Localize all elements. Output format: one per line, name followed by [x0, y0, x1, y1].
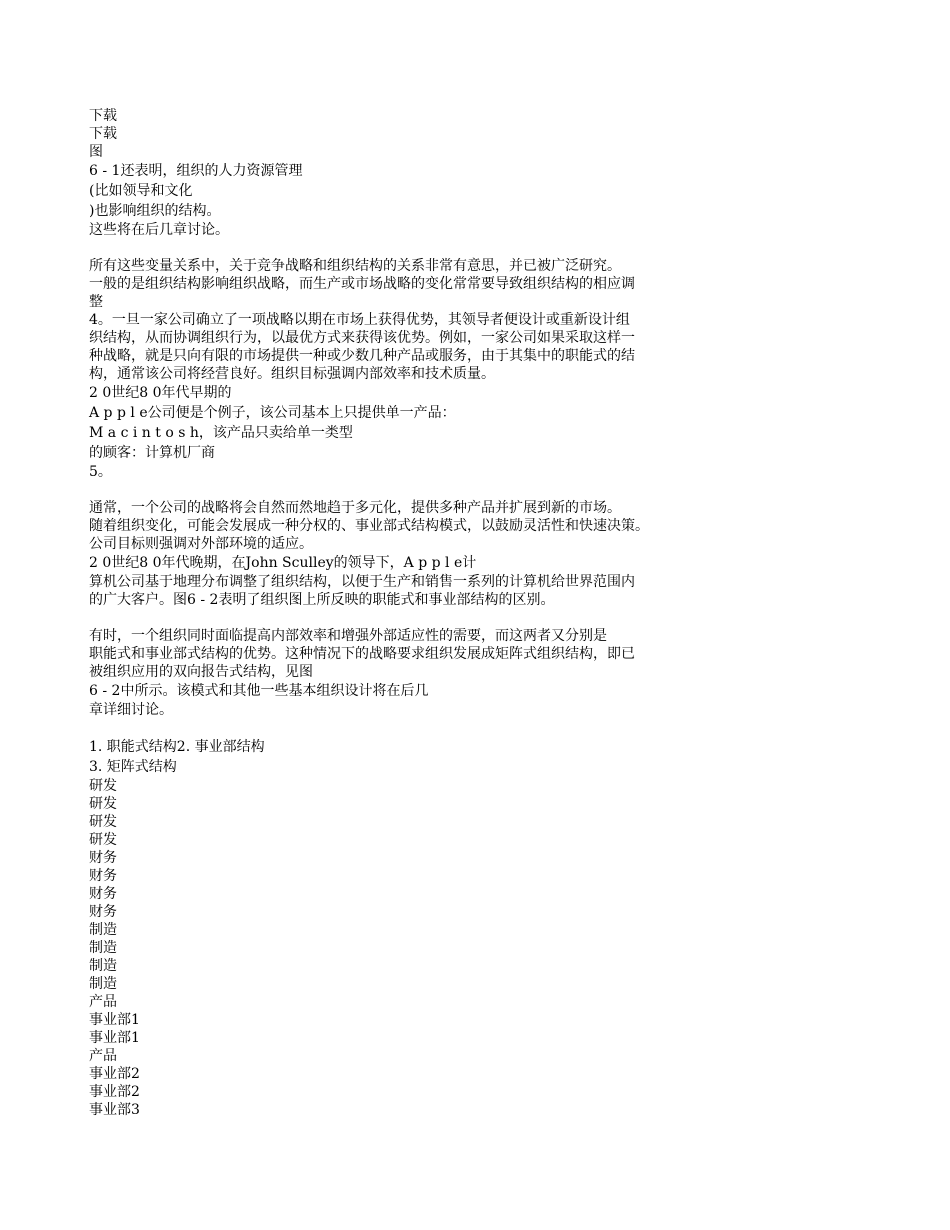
text-line: 图	[89, 144, 103, 160]
figure-label: 产品	[89, 994, 117, 1010]
text-line: 2 0世纪8 0年代晚期，在John Sculley的领导下，A p p l e计	[89, 555, 477, 571]
figure-label: 1. 职能式结构2. 事业部结构	[89, 739, 265, 755]
paragraph-gap	[89, 481, 729, 499]
text-line: )也影响组织的结构。	[89, 203, 221, 219]
text-line: 织结构，从而协调组织行为，以最优方式来获得该优势。例如，一家公司如果采取这样一	[89, 330, 635, 346]
figure-label: 制造	[89, 940, 117, 956]
figure-label: 研发	[89, 814, 117, 830]
paragraph-diversification	[89, 499, 729, 609]
figure-label: 财务	[89, 886, 117, 902]
text-line: 下载	[89, 126, 117, 142]
figure-label: 事业部1	[89, 1030, 140, 1046]
text-line: 所有这些变量关系中，关于竞争战略和组织结构的关系非常有意思，并已被广泛研究。	[89, 258, 621, 274]
text-line: 算机公司基于地理分布调整了组织结构，以便于生产和销售一系列的计算机给世界范围内	[89, 574, 635, 590]
text-line: 公司目标则强调对外部环境的适应。	[89, 536, 313, 552]
figure-label: 事业部3	[89, 1102, 140, 1118]
text-line: 被组织应用的双向报告式结构，见图	[89, 664, 313, 680]
text-line: 种战略，就是只向有限的市场提供一种或少数几种产品或服务，由于其集中的职能式的结	[89, 348, 635, 364]
figure-label: 产品	[89, 1048, 117, 1064]
figure-label: 财务	[89, 904, 117, 920]
text-line: 6 - 2中所示。该模式和其他一些基本组织设计将在后几	[89, 683, 429, 699]
text-line: 的广大客户。图6 - 2表明了组织图上所反映的职能式和事业部结构的区别。	[89, 592, 555, 608]
text-line: 5。	[89, 464, 112, 480]
figure-labels	[89, 737, 729, 1119]
paragraph-gap	[89, 719, 729, 737]
figure-label: 事业部2	[89, 1066, 140, 1082]
figure-label: 制造	[89, 976, 117, 992]
figure-label: 研发	[89, 832, 117, 848]
text-line: (比如领导和文化	[89, 183, 193, 199]
figure-label: 研发	[89, 778, 117, 794]
text-line: 通常，一个公司的战略将会自然而然地趋于多元化，提供多种产品并扩展到新的市场。	[89, 500, 621, 516]
figure-label: 研发	[89, 796, 117, 812]
document-page	[89, 107, 729, 1119]
text-line: 职能式和事业部式结构的优势。这种情况下的战略要求组织发展成矩阵式组织结构，即已	[89, 646, 635, 662]
text-line: 构，通常该公司将经营良好。组织目标强调内部效率和技术质量。	[89, 366, 495, 382]
text-line: 6 - 1还表明，组织的人力资源管理	[89, 163, 303, 179]
text-line: A p p l e公司便是个例子，该公司基本上只提供单一产品：	[89, 405, 456, 421]
paragraph-strategy	[89, 257, 729, 481]
paragraph-gap	[89, 239, 729, 257]
figure-label: 财务	[89, 850, 117, 866]
text-line: 2 0世纪8 0年代早期的	[89, 385, 232, 401]
figure-label: 3. 矩阵式结构	[89, 759, 177, 775]
text-line: 下载	[89, 108, 117, 124]
text-line: 一般的是组织结构影响组织战略，而生产或市场战略的变化常常要导致组织结构的相应调	[89, 276, 635, 292]
text-line: 4。一旦一家公司确立了一项战略以期在市场上获得优势，其领导者便设计或重新设计组	[89, 312, 630, 328]
text-line: 整	[89, 294, 103, 310]
figure-label: 财务	[89, 868, 117, 884]
paragraph-matrix	[89, 627, 729, 719]
figure-label: 事业部1	[89, 1012, 140, 1028]
paragraph-intro	[89, 107, 729, 239]
text-line: 的顾客：计算机厂商	[89, 445, 215, 461]
figure-label: 制造	[89, 922, 117, 938]
figure-label: 制造	[89, 958, 117, 974]
text-line: 章详细讨论。	[89, 702, 173, 718]
figure-label: 事业部2	[89, 1084, 140, 1100]
text-line: 随着组织变化，可能会发展成一种分权的、事业部式结构模式，以鼓励灵活性和快速决策。	[89, 518, 649, 534]
paragraph-gap	[89, 609, 729, 627]
text-line: 这些将在后几章讨论。	[89, 222, 229, 238]
text-line: 有时，一个组织同时面临提高内部效率和增强外部适应性的需要，而这两者又分别是	[89, 628, 607, 644]
text-line: M a c i n t o s h，该产品只卖给单一类型	[89, 425, 353, 441]
